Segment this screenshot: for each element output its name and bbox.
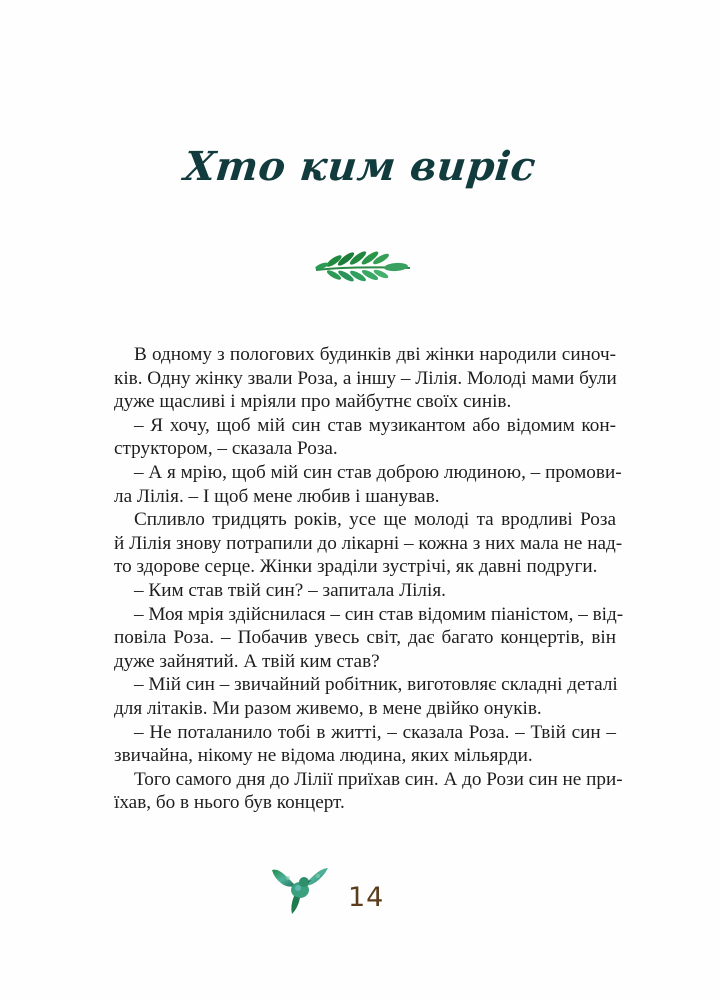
- text-line: структором, – сказала Роза.: [114, 438, 338, 460]
- text-line: ла Лілія. – І щоб мене любив і шанував.: [114, 485, 440, 507]
- text-line: для літаків. Ми разом живемо, в мене двійко онуків.: [114, 697, 542, 719]
- text-line: Того самого дня до Лілії приїхав син. А до Рози син не при-: [134, 768, 623, 790]
- text-line: ків. Одну жінку звали Роза, а іншу – Лілія. Молоді мами були: [114, 367, 617, 389]
- text-line: звичайна, нікому не відома людина, яких мільярди.: [114, 745, 533, 767]
- text-line: – Я хочу, щоб мій син став музикантом або відомим кон-: [134, 414, 616, 436]
- text-line: дуже щасливі і мріяли про майбутнє своїх синів.: [114, 391, 512, 413]
- text-line: – Не поталанило тобі в житті, – сказала Роза. – Твій син –: [134, 721, 616, 743]
- page-number: 14: [348, 882, 385, 913]
- text-line: дуже зайнятий. А твій ким став?: [114, 650, 380, 672]
- text-line: Спливло тридцять років, усе ще молоді та вродливі Роза: [134, 509, 616, 531]
- text-line: – Ким став твій син? – запитала Лілія.: [134, 579, 446, 601]
- text-line: повіла Роза. – Побачив увесь світ, дає багато концертів, він: [114, 627, 616, 649]
- text-line: – А я мрію, щоб мій син став доброю людиною, – промови-: [134, 461, 622, 483]
- text-line: то здорове серце. Жінки зраділи зустрічі, як давні подруги.: [114, 556, 598, 578]
- text-line: їхав, бо в нього був концерт.: [114, 792, 345, 814]
- page-title: Хто ким виріс: [181, 143, 539, 190]
- text-line: – Моя мрія здійснилася – син став відомим піаністом, – від-: [134, 603, 624, 625]
- page-footer: [268, 862, 398, 922]
- text-line: В одному з пологових будинків дві жінки народили синоч-: [134, 344, 616, 365]
- bird-icon: [268, 862, 332, 918]
- leaf-sprig-icon: [312, 248, 412, 282]
- text-line: – Мій син – звичайний робітник, виготовляє складні деталі: [134, 674, 618, 696]
- text-line: й Лілія знову потрапили до лікарні – кожна з них мала не над-: [114, 532, 623, 554]
- story-text: [114, 343, 624, 815]
